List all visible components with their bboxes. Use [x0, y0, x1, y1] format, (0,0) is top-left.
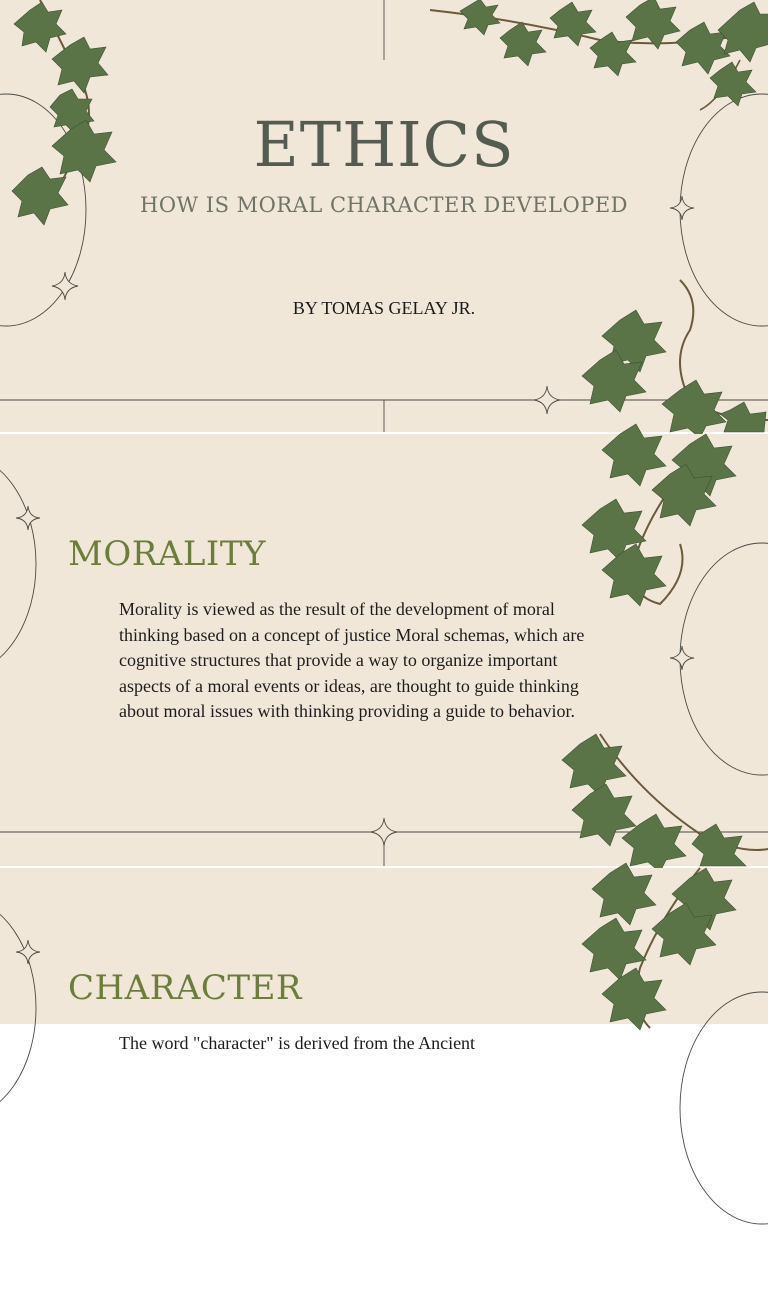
section-body-morality: Morality is viewed as the result of the development of moral thinking based on a concept of justice Moral schemas, which are cognitive structures that provide a way to organize important aspects of a moral events or ideas, are thought to guide thinking about moral issues with thinking providing a guide to behavior.	[119, 599, 585, 721]
oval-frame	[0, 454, 36, 674]
star-icon	[371, 818, 397, 846]
presentation-title: ETHICS	[253, 108, 515, 181]
oval-frame	[680, 543, 768, 775]
star-icon	[534, 386, 560, 414]
star-icon	[16, 506, 40, 530]
section-body-character: The word "character" is derived from the Ancient	[119, 1033, 476, 1053]
star-icon	[670, 646, 694, 670]
slide-morality	[0, 434, 768, 866]
oval-frame	[680, 992, 768, 1224]
presentation-subtitle: HOW IS MORAL CHARACTER DEVELOPED	[140, 193, 628, 217]
section-heading-morality: MORALITY	[68, 534, 266, 575]
section-heading-character: CHARACTER	[68, 968, 302, 1009]
ivy-vine-right	[582, 424, 736, 606]
ivy-vine-right	[582, 863, 736, 1030]
slide-3-decorations	[0, 868, 768, 1300]
ivy-vine-bottom-right	[562, 734, 768, 872]
star-icon	[52, 272, 78, 300]
slide-character	[0, 868, 768, 1053]
oval-frame	[0, 898, 36, 1118]
slide-title	[0, 0, 768, 432]
author-byline: BY TOMAS GELAY JR.	[292, 298, 476, 318]
star-icon	[16, 940, 40, 964]
ivy-vine-top-right	[430, 0, 768, 110]
